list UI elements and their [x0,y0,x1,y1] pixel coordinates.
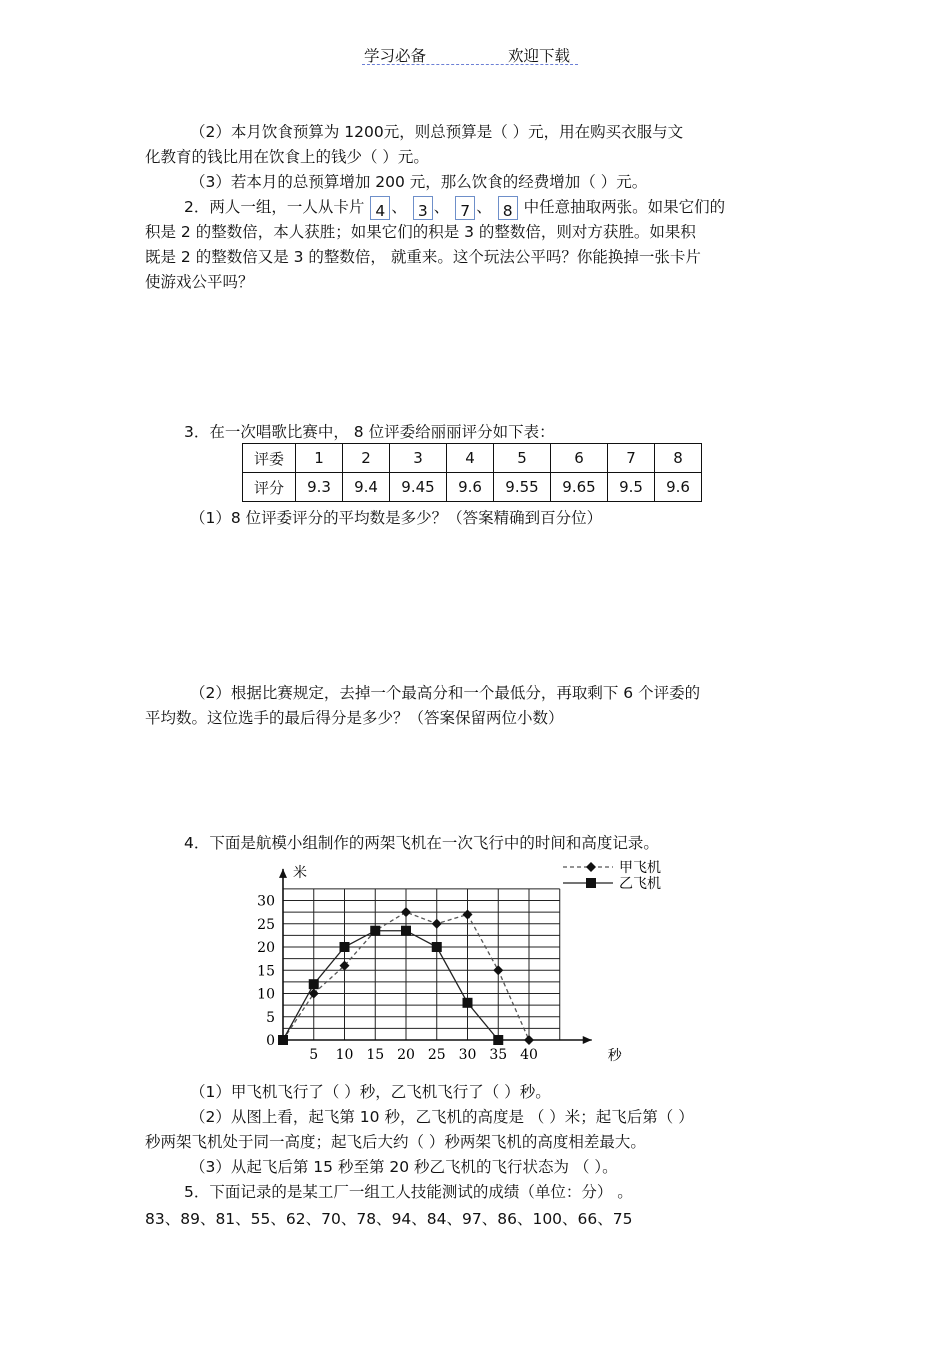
table-cell: 9.3 [296,473,343,502]
table-cell: 9.55 [494,473,551,502]
q4-sub1: （1）甲飞机飞行了（ ）秒，乙飞机飞行了（ ）秒。 [190,1083,551,1101]
q2-line4: 使游戏公平吗？ [145,273,254,291]
q2-after-cards: 中任意抽取两张。如果它们的 [523,198,726,216]
q4-sub3: （3）从起飞后第 15 秒至第 20 秒乙飞机的飞行状态为 （ ）。 [190,1158,618,1176]
y-tick-label: 10 [257,986,275,1003]
table-row [243,473,702,502]
x-tick-label: 5 [309,1047,319,1063]
y-tick-label: 30 [257,893,275,910]
x-tick-label: 10 [335,1047,354,1063]
x-tick-label: 20 [397,1047,415,1063]
data-point [401,907,411,917]
table-cell: 5 [494,444,551,473]
chart-grid [283,889,560,1040]
chart-legend [563,859,661,892]
q3-sub2-line1: （2）根据比赛规定，去掉一个最高分和一个最低分，再取剩下 6 个评委的 [190,684,701,702]
table-cell: 9.6 [447,473,494,502]
legend-label: 甲飞机 [619,860,661,876]
header-left: 学习必备 [364,47,427,65]
y-tick-label: 15 [257,963,275,980]
table-cell: 9.65 [551,473,608,502]
q3-sub2-line2: 平均数。这位选手的最后得分是多少？（答案保留两位小数） [145,709,564,727]
data-point [463,909,473,919]
x-tick-label: 40 [520,1047,538,1063]
header-divider [362,64,578,65]
x-tick-label: 30 [458,1047,477,1063]
table-cell: 1 [296,444,343,473]
x-tick-label: 25 [427,1047,446,1063]
table-cell: 评分 [243,473,296,502]
x-axis-arrow [583,1036,592,1044]
q3-intro: 3．在一次唱歌比赛中， 8 位评委给丽丽评分如下表： [184,423,555,441]
card-sep: 、 [476,198,492,216]
q2-line3: 既是 2 的整数倍又是 3 的整数倍， 就重来。这个玩法公平吗？你能换掉一张卡片 [145,248,701,266]
table-cell: 2 [343,444,390,473]
q2-intro: 2．两人一组，一人从卡片 [184,198,365,216]
data-point [493,1035,503,1045]
y-tick-label: 0 [266,1033,275,1049]
table-cell: 9.4 [343,473,390,502]
table-row [243,444,702,473]
data-point [309,979,319,989]
data-point [278,1035,288,1045]
data-point [340,942,350,952]
q5-scores: 83、89、81、55、62、70、78、94、84、97、86、100、66、75 [145,1210,633,1228]
header-right: 欢迎下载 [508,47,571,65]
table-cell: 3 [390,444,447,473]
q1-sub2-line2: 化教育的钱比用在饮食上的钱少（ ）元。 [145,148,429,166]
card-sep: 、 [433,198,450,216]
table-cell: 9.45 [390,473,447,502]
data-point [432,942,442,952]
card-sep: 、 [391,198,407,216]
card-4: 8 [498,196,518,220]
legend-marker [586,878,596,888]
q5-intro: 5．下面记录的是某工厂一组工人技能测试的成绩（单位：分） 。 [184,1183,633,1201]
x-tick-label: 15 [366,1047,385,1063]
y-tick-label: 25 [257,916,275,933]
legend-label: 乙飞机 [619,876,661,892]
card-3: 7 [455,196,475,220]
q3-sub1: （1）8 位评委评分的平均数是多少？（答案精确到百分位） [190,509,603,527]
table-cell: 6 [551,444,608,473]
data-point [401,926,411,936]
y-tick-label: 20 [257,940,275,956]
q4-intro: 4．下面是航模小组制作的两架飞机在一次飞行中的时间和高度记录。 [184,834,659,852]
q1-sub3: （3）若本月的总预算增加 200 元，那么饮食的经费增加（ ）元。 [190,173,648,191]
data-point [493,965,503,975]
data-point [524,1035,534,1045]
table-cell: 9.5 [608,473,655,502]
y-tick-label: 5 [266,1009,275,1026]
chart-ticks [257,864,623,1064]
x-axis-label: 秒 [607,1048,622,1064]
chart-axes [279,869,592,1044]
table-cell: 4 [447,444,494,473]
q4-sub2-line2: 秒两架飞机处于同一高度；起飞后大约（ ）秒两架飞机的高度相差最大。 [145,1133,646,1151]
score-table [242,443,702,502]
legend-marker [586,862,596,872]
table-cell: 7 [608,444,655,473]
data-point [432,919,442,929]
data-point [463,998,473,1008]
y-axis-label: 米 [293,864,307,881]
y-axis-arrow [279,869,287,878]
data-point [370,926,380,936]
q1-sub2-line1: （2）本月饮食预算为 1200元，则总预算是（ ）元，用在购买衣服与文 [190,123,684,141]
q2-line1 [184,195,725,220]
flight-line-chart [240,850,700,1070]
x-tick-label: 35 [489,1047,508,1063]
q4-sub2-line1: （2）从图上看，起飞第 10 秒，乙飞机的高度是 （ ）米；起飞后第（ ） [190,1108,694,1126]
card-1: 4 [370,196,390,220]
table-cell: 评委 [243,444,296,473]
table-cell: 8 [655,444,702,473]
q2-line2: 积是 2 的整数倍，本人获胜；如果它们的积是 3 的整数倍，则对方获胜。如果积 [145,223,696,241]
card-2: 3 [413,196,433,220]
table-cell: 9.6 [655,473,702,502]
